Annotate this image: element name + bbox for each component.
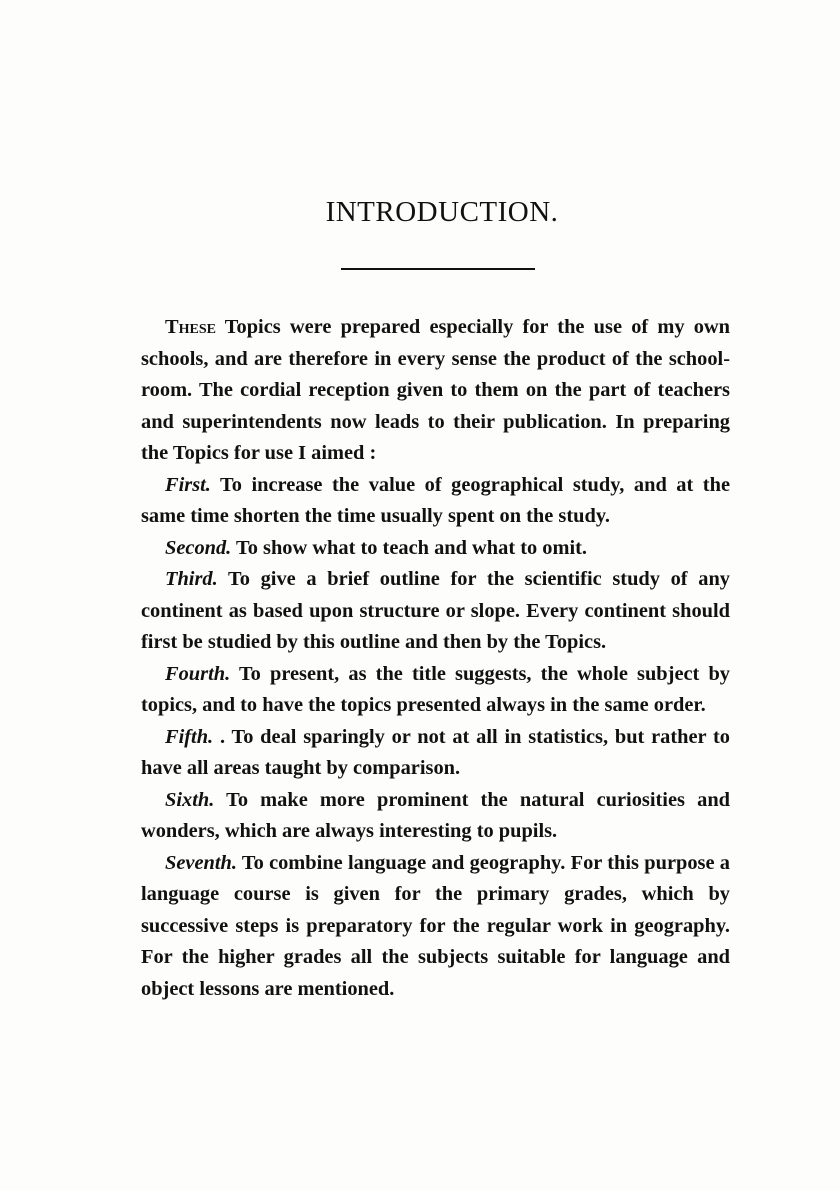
aim-label: Seventh. <box>165 851 237 874</box>
aim-text: To show what to teach and what to omit. <box>231 536 588 559</box>
aim-text: To increase the value of geographical study, and at the same time shorten the time usually spent on the study. <box>141 473 730 527</box>
intro-lead-word: These <box>165 316 216 338</box>
aim-text: . To deal sparingly or not at all in statistics, but rather to have all areas taught by comparison. <box>141 725 730 779</box>
page-title: INTRODUCTION. <box>325 196 559 228</box>
aim-paragraph-first <box>141 470 730 533</box>
aim-text: To combine language and geography. For this purpose a language course is given for the primary grades, which by successive steps is preparatory for the regular work in geography. For the higher grades all the subjects suitable for language and object lessons are mentioned. <box>141 851 730 1000</box>
aim-label: First. <box>165 473 211 496</box>
intro-paragraph <box>141 312 730 470</box>
title-rule <box>341 268 535 270</box>
aim-label: Sixth. <box>165 788 215 811</box>
aim-paragraph-fourth <box>141 659 730 722</box>
aim-label: Second. <box>165 536 232 559</box>
aim-paragraph-fifth <box>141 722 730 785</box>
aim-label: Third. <box>165 568 218 590</box>
aim-paragraph-sixth <box>141 785 730 848</box>
aim-text: To give a brief outline for the scientific study of any continent as based upon structure or slope. Every continent should first be studied by this outline and then by the Topics. <box>141 568 730 653</box>
aim-text: To make more prominent the natural curiosities and wonders, which are always interesting to pupils. <box>141 788 730 842</box>
aim-label: Fourth. <box>165 662 231 685</box>
aim-paragraph-seventh <box>141 848 730 1006</box>
aim-label: Fifth. <box>165 725 214 748</box>
aim-text: To present, as the title suggests, the whole subject by topics, and to have the topics presented always in the same order. <box>141 662 730 716</box>
aim-paragraph-third <box>141 564 730 659</box>
aim-paragraph-second <box>141 533 730 565</box>
introduction-body <box>141 312 730 1005</box>
intro-text: Topics were prepared especially for the use of my own schools, and are therefore in every sense the product of the school-room. The cordial reception given to them on the part of teachers and superintendents now leads to their publication. In preparing the Topics for use I aimed : <box>141 316 730 464</box>
